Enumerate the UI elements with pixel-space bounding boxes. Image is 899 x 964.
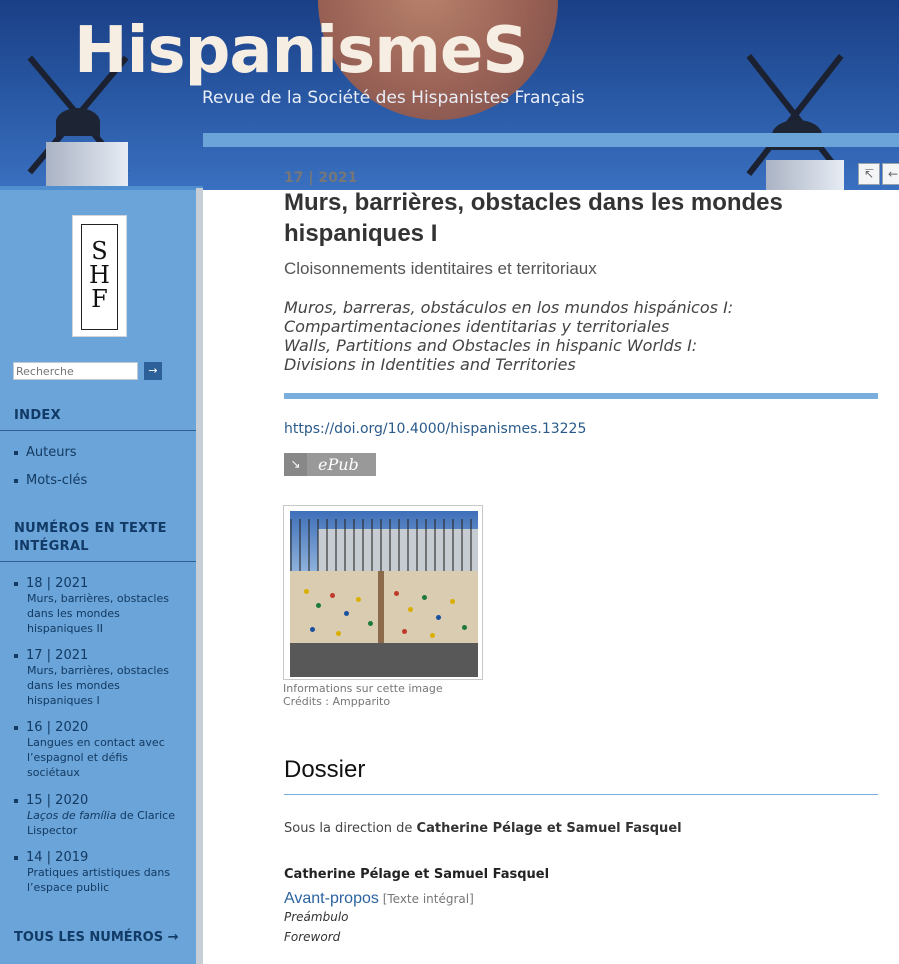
- alt-title-line: Compartimentaciones identitarias y territoriales: [284, 317, 670, 336]
- arrow-right-icon: →: [148, 364, 158, 377]
- full-text-tag: [Texte intégral]: [378, 892, 474, 906]
- alt-title-line: Muros, barreras, obstáculos en los mundos hispánicos I:: [284, 298, 734, 317]
- sidebar-issue-15[interactable]: 15 | 2020 Laços de família de Clarice Lispector: [14, 793, 182, 838]
- sidebar-link-mots-cles[interactable]: Mots-clés: [14, 473, 87, 488]
- sidebar-link-auteurs[interactable]: Auteurs: [14, 445, 77, 460]
- site-title[interactable]: HispanismeS: [74, 14, 528, 88]
- shf-logo[interactable]: [72, 215, 127, 337]
- site-subtitle: Revue de la Société des Hispanistes Français: [202, 88, 585, 108]
- home-arrow-icon[interactable]: ↸: [858, 163, 880, 185]
- search-submit-button[interactable]: [144, 362, 162, 380]
- article-translation[interactable]: Preámbulo: [284, 910, 349, 924]
- section-divider: [284, 794, 878, 795]
- bullet-icon: [14, 451, 18, 455]
- shf-logo-mark: S H F: [81, 224, 118, 330]
- page-title: Murs, barrières, obstacles dans les mondes hispaniques I: [284, 189, 783, 247]
- download-arrow-icon: ↘: [284, 453, 307, 476]
- index-heading: INDEX: [14, 408, 61, 423]
- sidebar-issue-17[interactable]: 17 | 2021 Murs, barrières, obstacles dans les mondes hispaniques I: [14, 648, 182, 708]
- cover-photo: [290, 511, 478, 677]
- image-credits: Crédits : Ampparito: [283, 695, 391, 708]
- epub-label: ePub: [318, 455, 359, 474]
- article-translation[interactable]: Foreword: [284, 930, 341, 944]
- issues-divider: [0, 561, 196, 562]
- issue-number: 17 | 2021: [284, 170, 358, 186]
- bullet-icon: [14, 654, 18, 658]
- page-subtitle: Cloisonnements identitaires et territoriaux: [284, 259, 597, 278]
- direction-line: Sous la direction de Catherine Pélage et Samuel Fasquel: [284, 821, 682, 836]
- all-issues-link[interactable]: TOUS LES NUMÉROS →: [14, 930, 179, 945]
- sidebar-edge: [196, 188, 203, 964]
- doi-link[interactable]: https://doi.org/10.4000/hispanismes.13225: [284, 421, 587, 437]
- sidebar-issue-18[interactable]: 18 | 2021 Murs, barrières, obstacles dans les mondes hispaniques II: [14, 576, 182, 636]
- content-top-bar: [203, 133, 899, 147]
- bullet-icon: [14, 582, 18, 586]
- bullet-icon: [14, 726, 18, 730]
- title-divider: [284, 393, 878, 399]
- issues-heading: NUMÉROS EN TEXTE INTÉGRAL: [14, 521, 167, 554]
- article-title-link[interactable]: Avant-propos: [284, 890, 379, 907]
- index-divider: [0, 430, 196, 431]
- section-title: Dossier: [284, 756, 366, 783]
- article-authors: Catherine Pélage et Samuel Fasquel: [284, 867, 550, 882]
- epub-download-button[interactable]: [284, 453, 376, 476]
- bullet-icon: [14, 799, 18, 803]
- sidebar-issue-16[interactable]: 16 | 2020 Langues en contact avec l’espagnol et défis sociétaux: [14, 720, 182, 780]
- image-info-link[interactable]: Informations sur cette image: [283, 682, 443, 695]
- search-input[interactable]: [13, 362, 138, 380]
- bullet-icon: [14, 856, 18, 860]
- article-entry: [284, 888, 474, 908]
- alternate-titles: [284, 298, 733, 374]
- windmill-right-illustration: [720, 50, 850, 190]
- image-caption: [283, 682, 443, 708]
- header-banner: [0, 0, 899, 190]
- previous-arrow-icon[interactable]: ←: [882, 163, 899, 185]
- alt-title-line: Walls, Partitions and Obstacles in hispanic Worlds I:: [284, 336, 698, 355]
- alt-title-line: Divisions in Identities and Territories: [284, 355, 576, 374]
- sidebar-issue-14[interactable]: 14 | 2019 Pratiques artistiques dans l’espace public: [14, 850, 182, 895]
- cover-image[interactable]: [283, 505, 483, 680]
- bullet-icon: [14, 479, 18, 483]
